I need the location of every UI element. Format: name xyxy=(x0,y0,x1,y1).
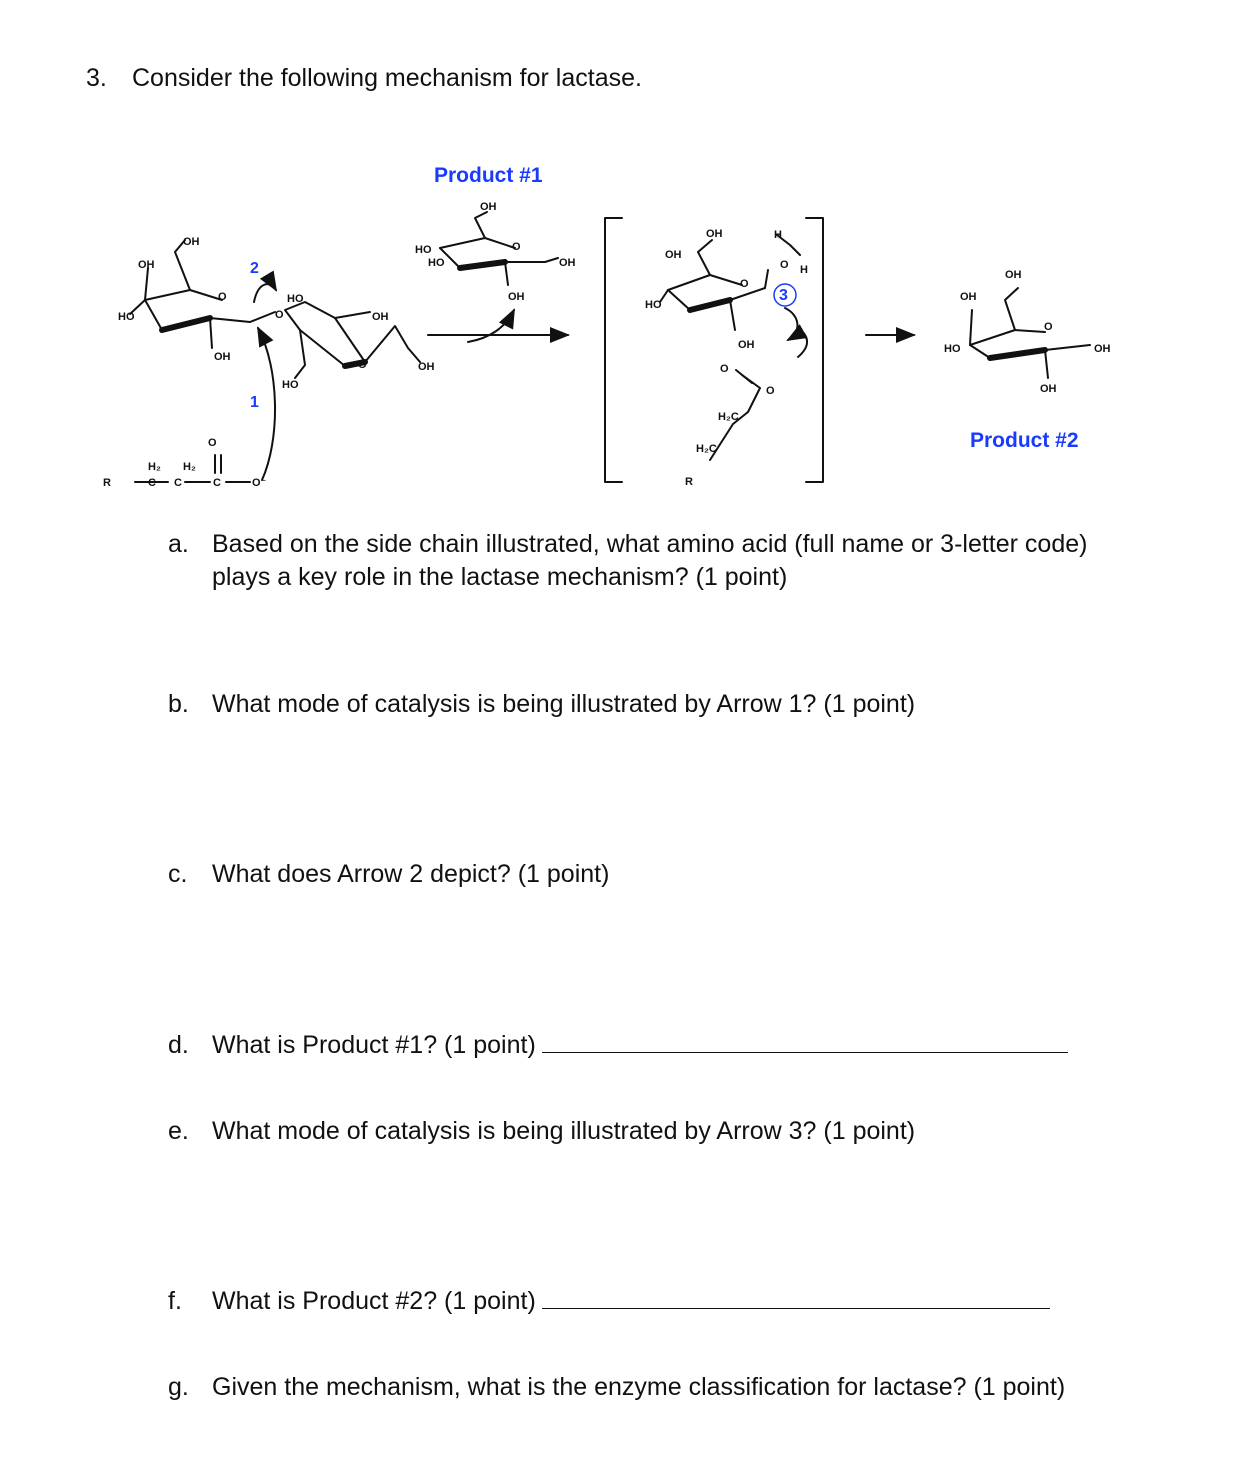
atom-label: HO xyxy=(287,293,304,305)
atom-label: H₂C xyxy=(718,411,739,423)
part-text: Based on the side chain illustrated, what amino acid (full name or 3-letter code) xyxy=(212,530,1088,558)
part-d xyxy=(168,1029,1068,1062)
atom-label: C xyxy=(148,477,156,489)
atom-label: O xyxy=(766,385,775,397)
part-text: What mode of catalysis is being illustrated by Arrow 1? (1 point) xyxy=(212,690,916,718)
atom-label: OH xyxy=(1094,343,1111,355)
arrow-3 xyxy=(785,308,797,340)
arrow-3-label: 3 xyxy=(779,287,788,304)
question-number: 3. xyxy=(86,64,107,92)
part-c xyxy=(168,858,609,891)
part-text: What does Arrow 2 depict? (1 point) xyxy=(212,860,610,888)
mechanism-scheme xyxy=(0,140,1258,510)
atom-label: O⁻ xyxy=(252,477,267,489)
atom-label: O xyxy=(740,278,749,290)
part-a xyxy=(168,528,1087,594)
atom-label: R xyxy=(103,477,111,489)
atom-label: OH xyxy=(183,236,200,248)
product1-label: Product #1 xyxy=(434,164,543,187)
atom-label: O xyxy=(780,259,789,271)
atom-label: HO xyxy=(944,343,961,355)
part-e xyxy=(168,1115,915,1148)
atom-label: C xyxy=(213,477,221,489)
part-b xyxy=(168,688,915,721)
atom-label: O xyxy=(218,291,227,303)
atom-label: OH xyxy=(665,249,682,261)
question-prompt: Consider the following mechanism for lactase. xyxy=(132,64,642,92)
part-letter: e. xyxy=(168,1117,189,1145)
lactose-glucose-ring xyxy=(130,240,275,348)
product1-ring xyxy=(440,212,558,285)
atom-label: OH xyxy=(1040,383,1057,395)
intermediate-ring xyxy=(660,235,800,460)
answer-blank-product2[interactable] xyxy=(542,1286,1050,1309)
atom-label: O xyxy=(358,359,367,371)
atom-label: H₂C xyxy=(696,443,717,455)
product2-label: Product #2 xyxy=(970,429,1079,452)
atom-label: OH xyxy=(372,311,389,323)
part-letter: d. xyxy=(168,1031,189,1059)
part-letter: b. xyxy=(168,690,189,718)
atom-label: H xyxy=(774,229,782,241)
arrow-1-label: 1 xyxy=(250,394,259,411)
atom-label: OH xyxy=(559,257,576,269)
answer-blank-product1[interactable] xyxy=(542,1030,1068,1053)
question-title xyxy=(86,64,642,93)
atom-label: O xyxy=(208,437,217,449)
atom-label: OH xyxy=(214,351,231,363)
atom-label: OH xyxy=(706,228,723,240)
atom-label: OH xyxy=(1005,269,1022,281)
atom-label: HO xyxy=(118,311,135,323)
part-letter: c. xyxy=(168,860,188,888)
atom-label: OH xyxy=(480,201,497,213)
part-letter: g. xyxy=(168,1373,189,1401)
lactose-galactose-ring xyxy=(285,302,420,378)
arrow-2-label: 2 xyxy=(250,260,259,277)
part-text: What mode of catalysis is being illustrated by Arrow 3? (1 point) xyxy=(212,1117,916,1145)
atom-label: HO xyxy=(282,379,299,391)
part-letter: a. xyxy=(168,530,189,558)
atom-label: HO xyxy=(645,299,662,311)
part-text: What is Product #2? (1 point) xyxy=(212,1287,536,1315)
part-g xyxy=(168,1371,1065,1404)
atom-label: O xyxy=(275,309,284,321)
atom-label: O xyxy=(512,241,521,253)
atom-label: OH xyxy=(418,361,435,373)
atom-label: H xyxy=(800,264,808,276)
bracket-left xyxy=(605,218,622,482)
part-text-line2: plays a key role in the lactase mechanism? (1 point) xyxy=(212,563,788,591)
atom-label: R xyxy=(685,476,693,488)
part-text: Given the mechanism, what is the enzyme classification for lactase? (1 point) xyxy=(212,1373,1066,1401)
atom-label: HO xyxy=(428,257,445,269)
atom-label: H₂ xyxy=(148,461,161,473)
product2-ring xyxy=(970,288,1090,378)
atom-label: HO xyxy=(415,244,432,256)
part-text: What is Product #1? (1 point) xyxy=(212,1031,536,1059)
arrow-1 xyxy=(258,328,275,480)
atom-label: OH xyxy=(138,259,155,271)
atom-label: H₂ xyxy=(183,461,196,473)
part-letter: f. xyxy=(168,1287,182,1315)
bracket-right xyxy=(806,218,823,482)
atom-label: C xyxy=(174,477,182,489)
arrow-2 xyxy=(254,284,276,302)
atom-label: OH xyxy=(738,339,755,351)
part-f xyxy=(168,1285,1050,1318)
atom-label: OH xyxy=(508,291,525,303)
atom-label: O xyxy=(1044,321,1053,333)
atom-label: O xyxy=(720,363,729,375)
atom-label: OH xyxy=(960,291,977,303)
